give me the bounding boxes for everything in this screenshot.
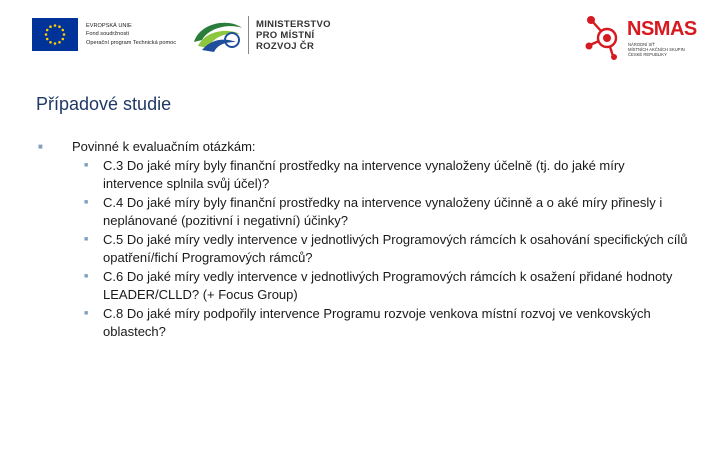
- mmr-logo-line: MINISTERSTVO: [256, 18, 331, 30]
- sub-bullet-text: C.4 Do jaké míry byly finanční prostředky na intervence vynaloženy účinně a o aké míry přinesly i neplánované (pozitivní i negativní) účinky?: [103, 194, 663, 228]
- square-bullet-icon: ■: [84, 235, 89, 243]
- sub-bullet-list: [72, 157, 688, 342]
- logo-bar: [0, 0, 720, 80]
- sub-bullet-text: C.6 Do jaké míry vedly intervence v jednotlivých Programových rámcích k osažení přidané hodnoty LEADER/CLLD? (+ Focus Group): [103, 268, 673, 302]
- square-bullet-icon: ■: [84, 198, 89, 206]
- eu-logo-line: EVROPSKÁ UNIE: [86, 22, 132, 29]
- nsmas-subtitle: [628, 42, 698, 58]
- mmr-logo-text: [256, 19, 331, 52]
- nsmas-subtitle-line: NÁRODNÍ SÍŤ: [628, 42, 655, 47]
- nsmas-subtitle-line: MÍSTNÍCH AKČNÍCH SKUPIN: [628, 47, 685, 53]
- nsmas-wordmark: NSMAS: [627, 18, 697, 40]
- eu-logo-line: Operační program Technická pomoc: [86, 39, 177, 46]
- bullet-item: [38, 138, 688, 342]
- sub-bullet-text: C.8 Do jaké míry podpořily intervence Programu rozvoje venkova místní rozvoj ve venkovských oblastech?: [103, 305, 651, 339]
- nsmas-subtitle-line: ČESKÉ REPUBLIKY: [628, 52, 667, 58]
- mmr-divider: [248, 16, 249, 54]
- square-bullet-icon: ■: [84, 309, 89, 317]
- slide-content: [38, 138, 688, 342]
- bullet-text: Povinné k evaluačním otázkám:: [72, 139, 256, 154]
- sub-bullet-item: [72, 268, 688, 305]
- square-bullet-icon: ■: [84, 161, 89, 169]
- slide-title: Případové studie: [36, 94, 172, 114]
- sub-bullet-text: C.3 Do jaké míry byly finanční prostředky na intervence vynaloženy účelně (tj. do jaké míry intervence splnila svůj účel)?: [103, 157, 625, 191]
- mmr-logo-line: ROZVOJ ČR: [256, 40, 315, 52]
- square-bullet-icon: ■: [38, 142, 43, 151]
- sub-bullet-item: [72, 231, 688, 268]
- mmr-logo-icon: [192, 16, 244, 54]
- square-bullet-icon: ■: [84, 272, 89, 280]
- eu-logo-text: [86, 22, 176, 48]
- sub-bullet-text: C.5 Do jaké míry vedly intervence v jednotlivých Programových rámcích k osahování specifických cílů opatření/fichí Programových rámců?: [103, 231, 688, 265]
- nsmas-network-icon: [585, 14, 631, 60]
- mmr-logo: [192, 16, 331, 54]
- sub-bullet-item: [72, 157, 688, 194]
- sub-bullet-item: [72, 305, 688, 342]
- eu-logo-line: Fond soudržnosti: [86, 31, 129, 38]
- sub-bullet-item: [72, 194, 688, 231]
- eu-logo: [32, 18, 176, 51]
- mmr-logo-line: PRO MÍSTNÍ: [256, 29, 315, 41]
- eu-flag-icon: [32, 18, 78, 51]
